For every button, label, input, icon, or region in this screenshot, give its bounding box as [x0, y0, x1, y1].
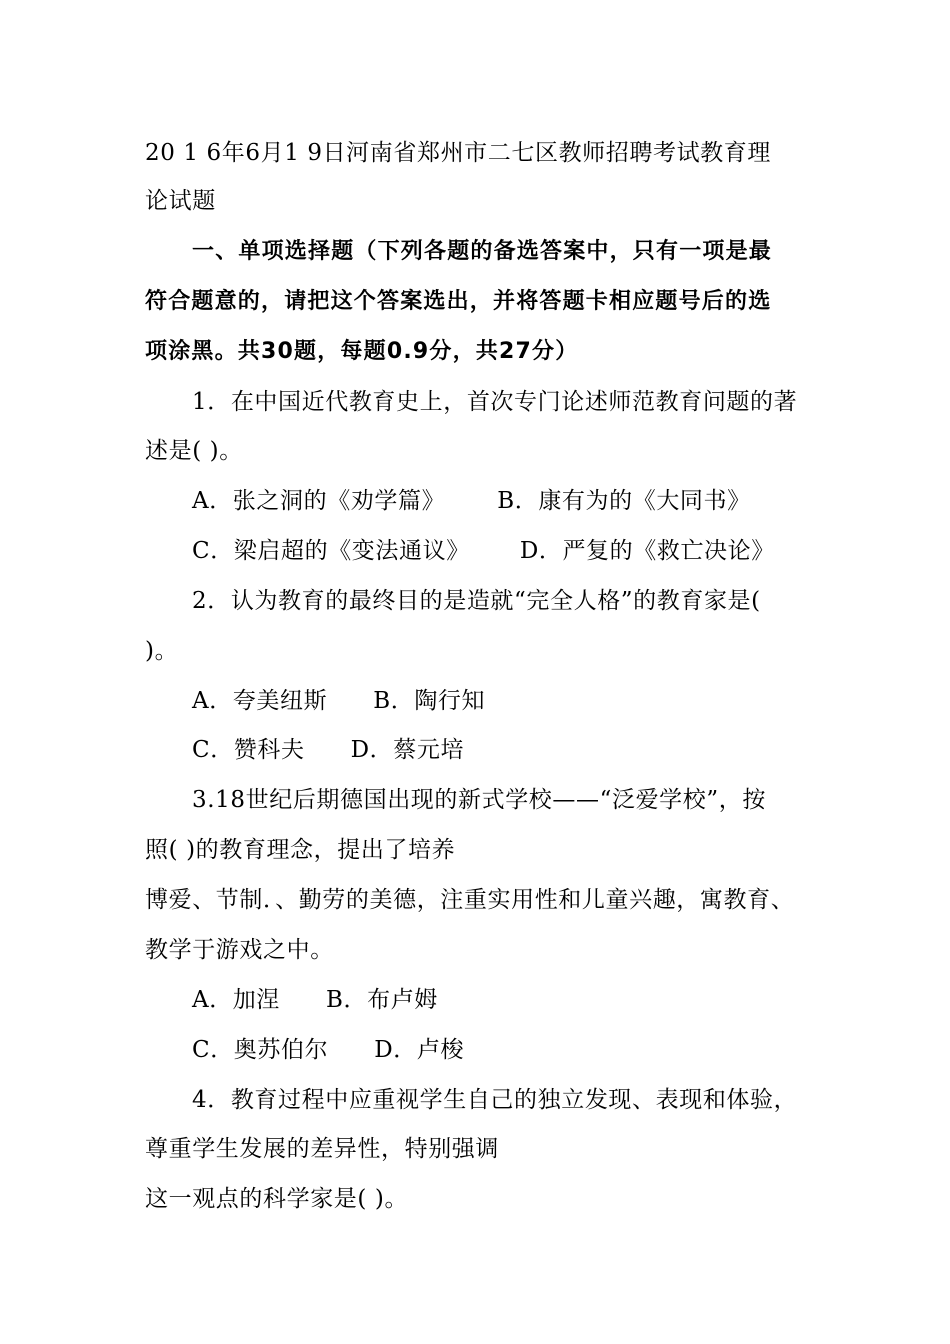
- question-4-line-2: 尊重学生发展的差异性，特别强调: [145, 1136, 499, 1162]
- question-2-line-1: 2．认为教育的最终目的是造就“完全人格”的教育家是(: [192, 588, 761, 614]
- question-2-options-row-2: [192, 735, 464, 765]
- question-2-options-row-1: [192, 686, 485, 716]
- question-3-option-b: B．布卢姆: [326, 987, 438, 1013]
- document-title-line-1: 20 1 6年6月1 9日河南省郑州市二七区教师招聘考试教育理: [145, 140, 771, 166]
- question-3-option-c: C．奥苏伯尔: [192, 1037, 329, 1063]
- question-1-options-row-2: [192, 536, 775, 566]
- question-2-option-c: C．赞科夫: [192, 737, 305, 763]
- question-1-option-a: A．张之洞的《劝学篇》: [192, 488, 446, 514]
- question-2-option-d: D．蔡元培: [350, 737, 465, 763]
- question-3-options-row-2: [192, 1035, 464, 1065]
- section-heading-line-1: 一、单项选择题（下列各题的备选答案中，只有一项是最: [192, 239, 773, 264]
- question-3-option-d: D．卢梭: [374, 1037, 465, 1063]
- question-3-line-2: 照( )的教育理念，提出了培养: [145, 837, 456, 863]
- question-1-line-2: 述是( )。: [145, 438, 243, 464]
- question-3-option-a: A．加涅: [192, 987, 281, 1013]
- question-2-option-a: A．夸美纽斯: [192, 688, 328, 714]
- question-3-line-1: 3.18世纪后期德国出现的新式学校——“泛爱学校”，按: [192, 787, 766, 813]
- question-2-option-b: B．陶行知: [373, 688, 486, 714]
- question-3-options-row-1: [192, 985, 438, 1015]
- question-4-line-1: 4．教育过程中应重视学生自己的独立发现、表现和体验，: [192, 1087, 798, 1113]
- question-1-line-1: 1．在中国近代教育史上，首次专门论述师范教育问题的著: [192, 389, 798, 415]
- question-4-line-3: 这一观点的科学家是( )。: [145, 1186, 409, 1212]
- question-3-line-3: 博爱、节制．、勤劳的美德，注重实用性和儿童兴趣，寓教育、: [145, 887, 795, 913]
- document-title-line-2: 论试题: [145, 188, 216, 214]
- question-1-options-row-1: [192, 486, 751, 516]
- question-2-line-2: )。: [145, 638, 179, 664]
- question-1-option-b: B．康有为的《大同书》: [497, 488, 751, 514]
- question-1-option-c: C．梁启超的《变法通议》: [192, 538, 470, 564]
- question-3-line-4: 教学于游戏之中。: [145, 937, 334, 963]
- question-1-option-d: D．严复的《救亡决论》: [519, 538, 775, 564]
- section-heading-line-2: 符合题意的，请把这个答案选出，并将答题卡相应题号后的选: [145, 289, 772, 314]
- section-heading-line-3: 项涂黑。共30题，每题0.9分，共27分）: [145, 339, 579, 364]
